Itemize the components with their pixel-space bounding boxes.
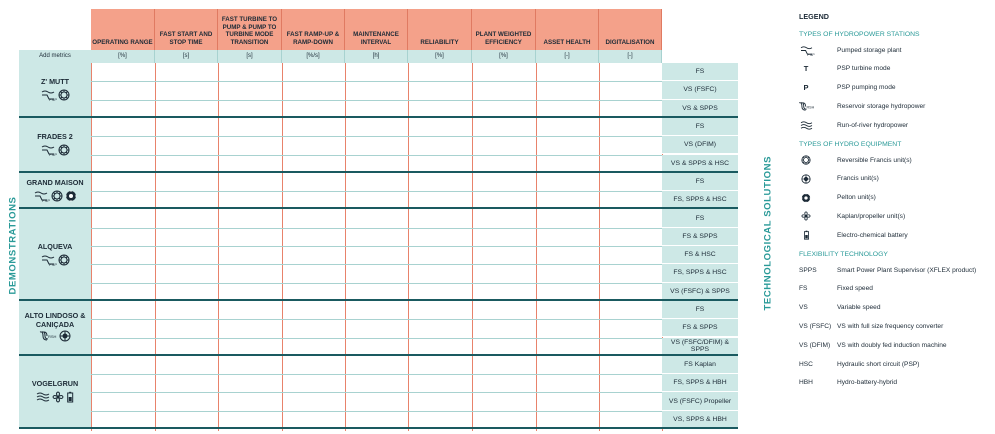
kaplan-icon xyxy=(52,391,64,403)
solution-cell: FS Kaplan xyxy=(662,356,738,374)
station-separator xyxy=(91,354,738,356)
station-name: ALQUEVA xyxy=(37,242,73,252)
run-of-river-icon xyxy=(36,391,50,403)
grid-row-line xyxy=(91,411,662,412)
solution-cell: VS (FSFC) & SPPS xyxy=(662,283,738,301)
legend-title: LEGEND xyxy=(799,12,829,21)
reversible-francis-icon xyxy=(58,144,70,156)
grid-column-line xyxy=(91,63,92,431)
legend-row: VS Variable speed xyxy=(799,304,881,312)
battery-icon xyxy=(803,230,810,240)
grid-column-line xyxy=(282,63,283,431)
solution-cell: VS (DFIM) xyxy=(662,136,738,154)
solution-cell: VS & SPPS & HSC xyxy=(662,155,738,173)
station-icons xyxy=(19,190,91,202)
legend-flex-title: FLEXIBILITY TECHNOLOGY xyxy=(799,251,888,258)
station-separator xyxy=(91,427,738,429)
legend-row: PSP Pumped storage plant xyxy=(799,44,902,56)
legend-row: HBH Hydro-battery-hybrid xyxy=(799,379,898,387)
solution-cell: FS xyxy=(662,301,738,319)
solution-cell: VS (FSFC) xyxy=(662,81,738,99)
station-icons xyxy=(19,254,91,266)
grid-column-line xyxy=(155,63,156,431)
station-icons xyxy=(19,144,91,156)
legend-row: Reversible Francis unit(s) xyxy=(799,154,912,166)
pumped-storage-icon xyxy=(799,45,814,56)
metric-header-0: OPERATING RANGE xyxy=(91,9,155,50)
solution-cell: FS, SPPS & HSC xyxy=(662,264,738,282)
reservoir-storage-icon xyxy=(39,330,57,342)
grid-row-line xyxy=(91,374,662,375)
kaplan-icon xyxy=(801,211,811,221)
grid-column-line xyxy=(599,63,600,431)
grid-row-line xyxy=(91,392,662,393)
station-separator xyxy=(91,171,738,173)
svg-text:PSP: PSP xyxy=(49,152,58,158)
pelton-icon xyxy=(801,193,811,203)
grid-row-line xyxy=(91,191,662,192)
solution-cell: FS xyxy=(662,209,738,227)
reversible-francis-icon xyxy=(801,155,811,165)
legend-row: VS (FSFC) VS with full size frequency converter xyxy=(799,322,944,330)
metric-unit-1: [s] xyxy=(155,50,218,63)
grid-row-line xyxy=(91,264,662,265)
solution-cell: VS, SPPS & HBH xyxy=(662,411,738,429)
pelton-icon xyxy=(65,190,77,202)
grid-column-line xyxy=(536,63,537,431)
grid-row-line xyxy=(91,338,662,339)
solution-cell: FS xyxy=(662,63,738,81)
legend-row: P PSP pumping mode xyxy=(803,83,896,93)
add-metrics-button[interactable]: Add metrics xyxy=(19,50,91,63)
technological-solutions-label: TECHNOLOGICAL SOLUTIONS xyxy=(762,155,774,311)
solution-cell: VS (FSFC) Propeller xyxy=(662,392,738,410)
metric-unit-5: [%] xyxy=(408,50,472,63)
metric-unit-0: [%] xyxy=(91,50,155,63)
svg-text:PSP: PSP xyxy=(42,198,51,204)
legend-row: Run-of-river hydropower xyxy=(799,119,908,131)
grid-row-line xyxy=(91,228,662,229)
francis-icon xyxy=(59,330,71,342)
metric-unit-8: [-] xyxy=(599,50,662,63)
legend-row: Francis unit(s) xyxy=(799,173,879,185)
svg-text:PSP: PSP xyxy=(49,262,58,268)
grid-column-line xyxy=(345,63,346,431)
svg-text:RSH: RSH xyxy=(806,105,814,110)
pumped-storage-icon xyxy=(40,144,56,156)
solution-cell: FS & SPPS xyxy=(662,228,738,246)
solution-cell: FS xyxy=(662,118,738,136)
station-icons xyxy=(19,89,91,101)
legend-row: Kaplan/propeller unit(s) xyxy=(799,210,905,222)
legend-row: HSC Hydraulic short circuit (PSP) xyxy=(799,360,920,368)
station-separator xyxy=(91,116,738,118)
legend-row: T PSP turbine mode xyxy=(803,64,891,74)
reversible-francis-icon xyxy=(58,254,70,266)
station-separator xyxy=(91,207,738,209)
station-name: Z' MUTT xyxy=(40,77,70,87)
station-name: GRAND MAISON xyxy=(26,178,84,188)
reversible-francis-icon xyxy=(58,89,70,101)
solution-cell: FS & HSC xyxy=(662,246,738,264)
legend-row: SPPS Smart Power Plant Supervisor (XFLEX product) xyxy=(799,266,977,274)
metric-header-2: FAST TURBINE TO PUMP & PUMP TO TURBINE MODE TRANSITION xyxy=(218,9,282,50)
grid-column-line xyxy=(472,63,473,431)
metric-header-6: PLANT WEIGHTED EFFICIENCY xyxy=(472,9,536,50)
pumped-storage-icon xyxy=(40,254,56,266)
pumped-storage-icon xyxy=(40,89,56,101)
solution-cell: FS & SPPS xyxy=(662,319,738,337)
solution-cell: FS, SPPS & HBH xyxy=(662,374,738,392)
legend-equipment-title: TYPES OF HYDRO EQUIPMENT xyxy=(799,141,902,148)
battery-icon xyxy=(66,391,74,403)
legend-row: FS Fixed speed xyxy=(799,285,873,293)
solution-cell: FS, SPPS & HSC xyxy=(662,191,738,209)
station-separator xyxy=(91,299,738,301)
station-icons xyxy=(19,330,91,342)
legend-row: VS (DFIM) VS with doubly fed induction machine xyxy=(799,341,947,349)
svg-text:RSH: RSH xyxy=(48,334,57,340)
station-name: ALTO LINDOSO & CANIÇADA xyxy=(24,311,86,329)
grid-row-line xyxy=(91,319,662,320)
svg-text:PSP: PSP xyxy=(806,52,815,57)
grid-column-line xyxy=(218,63,219,431)
metric-header-5: RELIABILITY xyxy=(408,9,472,50)
metric-unit-6: [%] xyxy=(472,50,536,63)
grid-row-line xyxy=(91,283,662,284)
metric-header-4: MAINTENANCE INTERVAL xyxy=(345,9,408,50)
reservoir-storage-icon xyxy=(798,101,815,112)
station-name: VOGELGRUN xyxy=(31,379,79,389)
legend-row: RSH Reservoir storage hydropower xyxy=(799,100,925,112)
station-name: FRADES 2 xyxy=(37,132,73,142)
svg-text:PSP: PSP xyxy=(49,97,58,103)
grid-row-line xyxy=(91,81,662,82)
grid-row-line xyxy=(91,100,662,101)
reversible-francis-icon xyxy=(51,190,63,202)
grid-row-line xyxy=(91,136,662,137)
grid-column-line xyxy=(408,63,409,431)
metric-unit-2: [s] xyxy=(218,50,282,63)
metric-unit-4: [h] xyxy=(345,50,408,63)
metric-header-3: FAST RAMP-UP & RAMP-DOWN xyxy=(282,9,345,50)
legend-row: Electro-chemical battery xyxy=(799,229,908,241)
solution-cell: VS (FSFC/DFIM) & SPPS xyxy=(662,338,738,356)
metric-header-7: ASSET HEALTH xyxy=(536,9,599,50)
grid-row-line xyxy=(91,246,662,247)
legend-row: Pelton unit(s) xyxy=(799,192,876,204)
run-of-river-icon xyxy=(800,120,813,131)
station-icons xyxy=(19,391,91,403)
metric-header-1: FAST START AND STOP TIME xyxy=(155,9,218,50)
metric-header-8: DIGITALISATION xyxy=(599,9,662,50)
grid-row-line xyxy=(91,155,662,156)
legend-stations-title: TYPES OF HYDROPOWER STATIONS xyxy=(799,31,920,38)
solution-cell: VS & SPPS xyxy=(662,100,738,118)
demonstrations-label: DEMONSTRATIONS xyxy=(7,196,19,295)
metric-unit-7: [-] xyxy=(536,50,599,63)
metric-unit-3: [%/s] xyxy=(282,50,345,63)
pumped-storage-icon xyxy=(33,190,49,202)
francis-icon xyxy=(801,174,811,184)
solution-cell: FS xyxy=(662,173,738,191)
